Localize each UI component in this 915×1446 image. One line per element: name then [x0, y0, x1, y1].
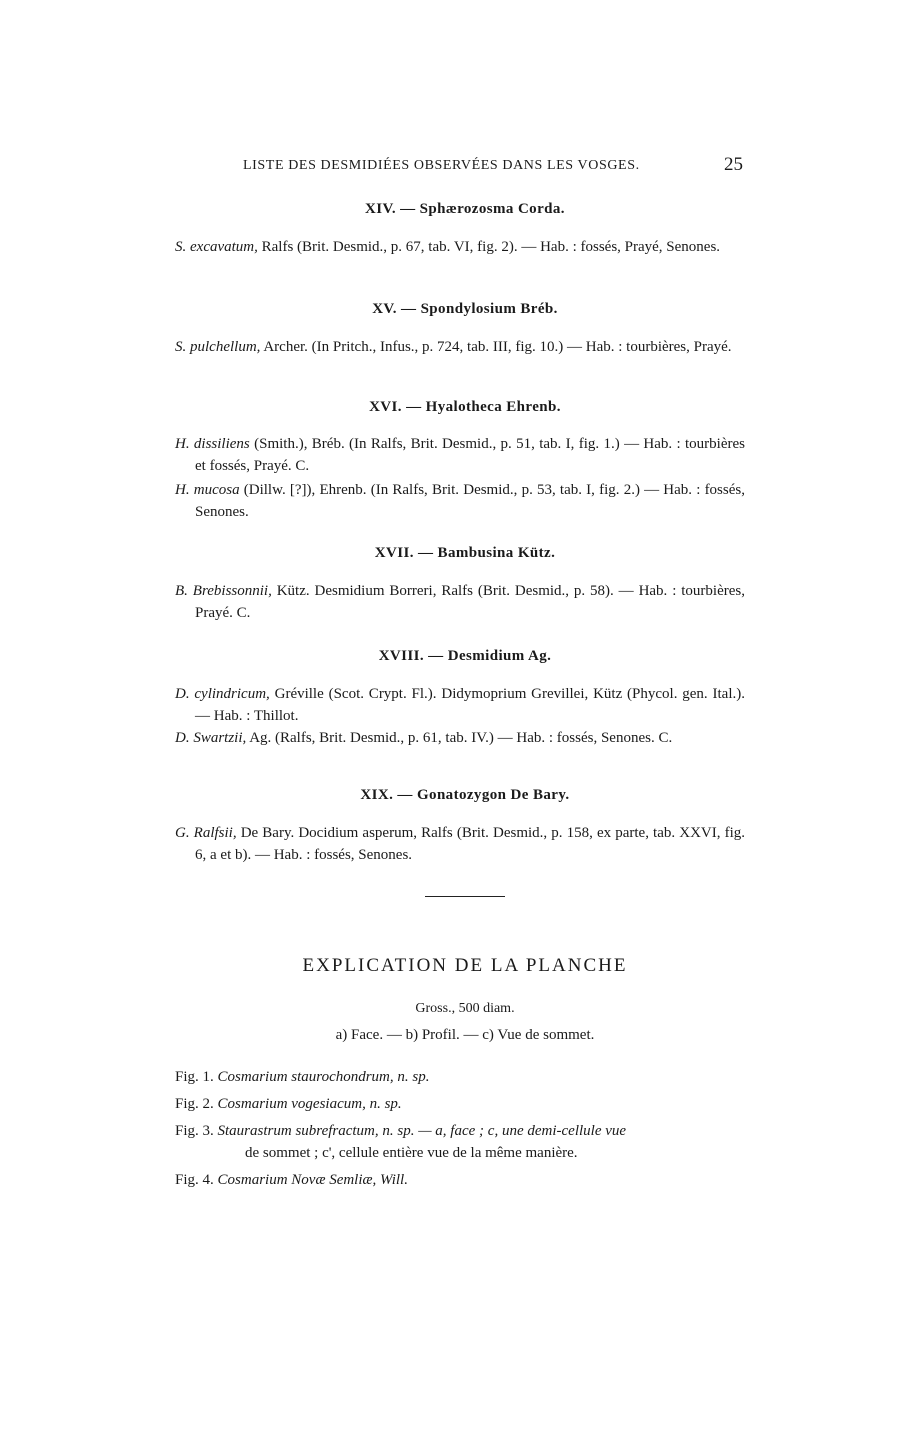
section-heading-xviii: XVIII. — Desmidium Ag. [378, 648, 552, 664]
species-name: D. Swartzii, [175, 730, 247, 746]
entry-gonatozygon-ralfsii [175, 822, 745, 866]
figure-caption-1 [175, 1066, 745, 1088]
entry-sphaerozosma-excavatum [175, 236, 745, 258]
figure-label: Fig. 4. [175, 1172, 214, 1188]
species-name: H. dissiliens [175, 436, 250, 452]
section-heading-xiv: XIV. — Sphærozosma Corda. [365, 201, 565, 217]
entry-spondylosium-pulchellum [175, 336, 745, 358]
section-heading-xvi: XVI. — Hyalotheca Ehrenb. [369, 399, 561, 415]
entry-desmidium-cylindricum [175, 683, 745, 727]
section-divider [425, 896, 505, 897]
running-header [243, 154, 743, 175]
entry-bambusina-brebissonnii [175, 580, 745, 624]
species-name: G. Ralfsii, [175, 825, 237, 841]
figure-text: Cosmarium staurochondrum, n. sp. [217, 1069, 430, 1085]
section-heading-xix: XIX. — Gonatozygon De Bary. [360, 787, 570, 803]
entry-desmidium-swartzii [175, 727, 745, 749]
section-heading-xvii: XVII. — Bambusina Kütz. [374, 545, 556, 561]
entry-text: Ag. (Ralfs, Brit. Desmid., p. 61, tab. IV.) — Hab. : fossés, Senones. C. [246, 730, 673, 746]
figure-label: Fig. 1. [175, 1069, 214, 1085]
entry-text: Kütz. Desmidium Borreri, Ralfs (Brit. Desmid., p. 58). — Hab. : tourbières, Prayé. C. [195, 583, 745, 621]
entry-text: Ralfs (Brit. Desmid., p. 67, tab. VI, fig. 2). — Hab. : fossés, Prayé, Senones. [257, 239, 721, 255]
figure-text: Staurastrum subrefractum, n. sp. — a, face ; c, une demi-cellule vue [217, 1123, 627, 1139]
entry-hyalotheca-mucosa [175, 479, 745, 523]
figure-continuation: de sommet ; c', cellule entière vue de la même manière. [245, 1145, 578, 1161]
species-name: S. pulchellum, [175, 339, 261, 355]
entry-text: Archer. (In Pritch., Infus., p. 724, tab. III, fig. 10.) — Hab. : tourbières, Prayé. [260, 339, 732, 355]
species-name: S. excavatum, [175, 239, 258, 255]
species-name: B. Brebissonnii, [175, 583, 272, 599]
page-number: 25 [724, 154, 743, 175]
running-title: LISTE DES DESMIDIÉES OBSERVÉES DANS LES VOSGES. [243, 158, 640, 173]
entry-hyalotheca-dissiliens [175, 433, 745, 477]
explication-title: EXPLICATION DE LA PLANCHE [302, 955, 628, 976]
entry-text: De Bary. Docidium asperum, Ralfs (Brit. Desmid., p. 158, ex parte, tab. XXVI, fig. 6, a et b). — Hab. : fossés, Senones. [195, 825, 745, 863]
figure-label: Fig. 2. [175, 1096, 214, 1112]
figure-text: Cosmarium Novæ Semliæ, Will. [217, 1172, 408, 1188]
entry-text: Gréville (Scot. Crypt. Fl.). Didymoprium Grevillei, Kütz (Phycol. gen. Ital.). — Hab. : Thillot. [195, 686, 745, 724]
figure-caption-3 [175, 1120, 745, 1164]
section-heading-xv: XV. — Spondylosium Bréb. [372, 301, 558, 317]
figure-caption-2 [175, 1093, 745, 1115]
figure-caption-4 [175, 1169, 745, 1191]
species-name: H. mucosa [175, 482, 240, 498]
magnification-note: Gross., 500 diam. [415, 1001, 515, 1016]
figure-text: Cosmarium vogesiacum, n. sp. [217, 1096, 402, 1112]
entry-text: (Dillw. [?]), Ehrenb. (In Ralfs, Brit. Desmid., p. 53, tab. I, fig. 2.) — Hab. : fossés, Senones. [195, 482, 745, 520]
entry-text: (Smith.), Bréb. (In Ralfs, Brit. Desmid., p. 51, tab. I, fig. 1.) — Hab. : tourbières et fossés, Prayé. C. [195, 436, 745, 474]
views-legend: a) Face. — b) Profil. — c) Vue de sommet. [335, 1027, 595, 1043]
figure-label: Fig. 3. [175, 1123, 214, 1139]
species-name: D. cylindricum, [175, 686, 270, 702]
